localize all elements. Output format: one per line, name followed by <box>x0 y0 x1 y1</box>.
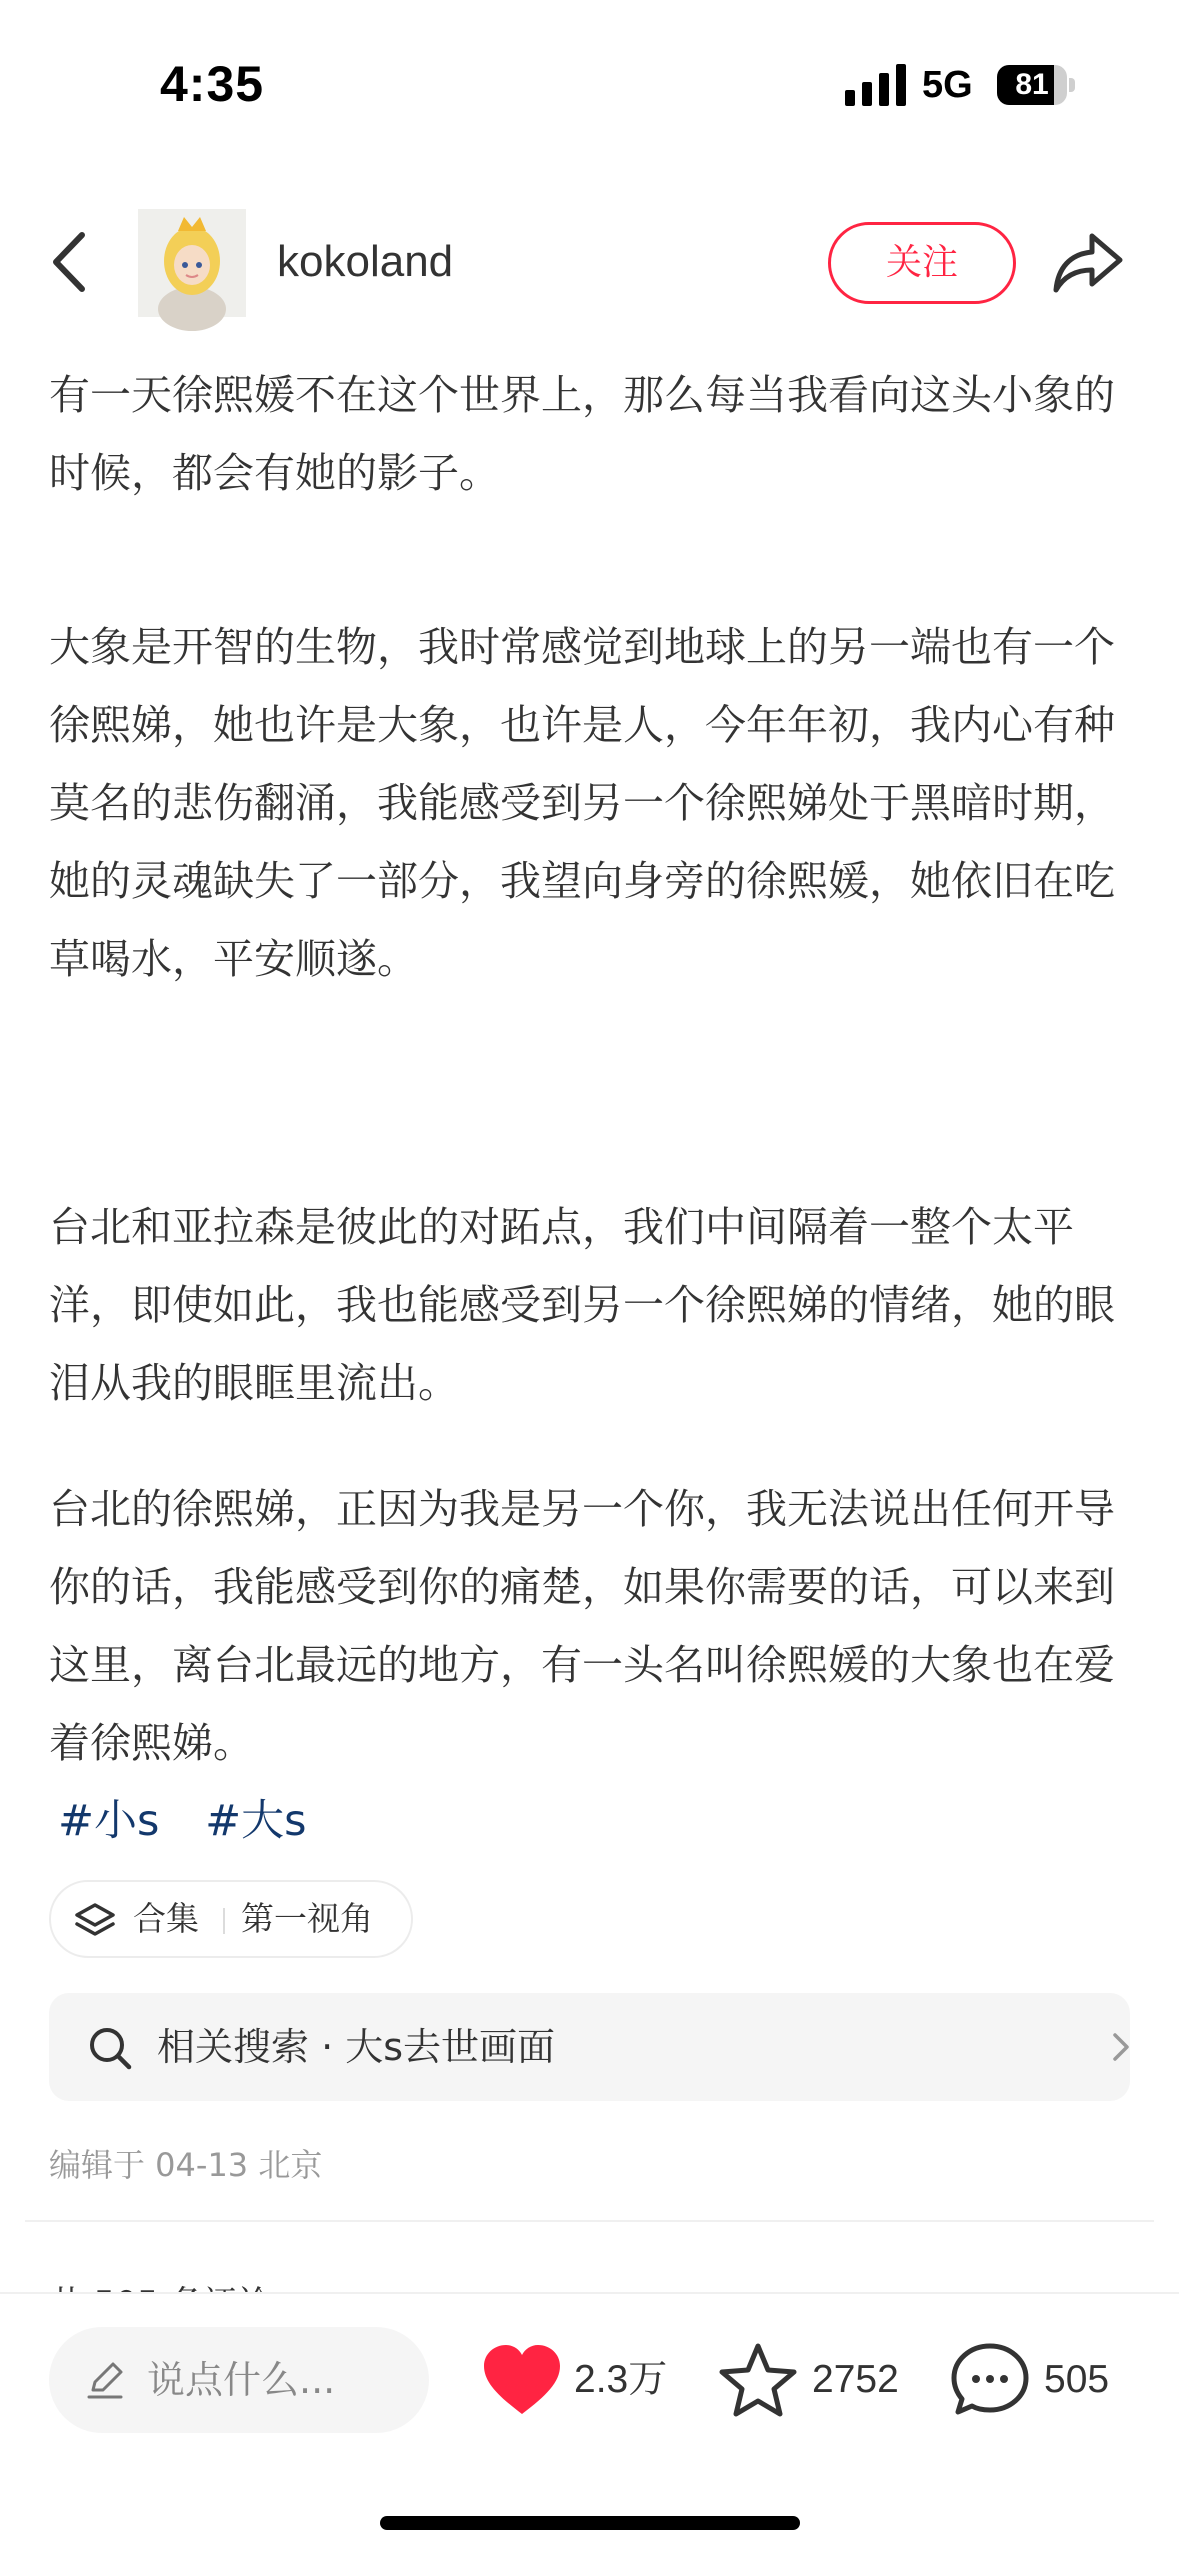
comment-input[interactable] <box>49 2327 429 2433</box>
collection-chip[interactable] <box>49 1880 413 1958</box>
like-count: 2.3万 <box>574 2358 668 2401</box>
post-paragraph: 台北的徐熙娣，正因为我是另一个你，我无法说出任何开导你的话，我能感受到你的痛楚，如果你需要的话，可以来到这里，离台北最远的地方，有一头名叫徐熙媛的大象也在爱着徐熙娣。 <box>49 1485 1115 1767</box>
pen-icon <box>85 2360 125 2400</box>
username[interactable]: kokoland <box>277 237 454 286</box>
battery-level: 81 <box>1015 68 1049 101</box>
related-search-bar[interactable] <box>49 1993 1130 2101</box>
comment-placeholder: 说点什么... <box>147 2358 336 2402</box>
heart-icon <box>480 2342 564 2418</box>
layers-icon <box>73 1899 117 1943</box>
battery-icon <box>997 65 1075 105</box>
divider <box>223 1908 225 1934</box>
status-time: 4:35 <box>160 56 265 112</box>
favorite-button[interactable] <box>718 2332 918 2428</box>
chevron-right-icon <box>1109 2029 1133 2065</box>
related-search-text: 相关搜索 · 大s去世画面 <box>157 2025 556 2069</box>
hashtags <box>58 1787 339 1848</box>
follow-button[interactable]: 关注 <box>828 222 1016 304</box>
divider <box>25 2220 1154 2222</box>
back-arrow-icon[interactable] <box>40 227 100 297</box>
hashtag-link[interactable]: #大s <box>205 1796 307 1846</box>
favorite-count: 2752 <box>812 2358 899 2401</box>
search-icon <box>87 2025 133 2071</box>
avatar[interactable] <box>138 209 246 317</box>
star-icon <box>718 2342 798 2418</box>
status-bar <box>0 0 1179 150</box>
comment-button[interactable] <box>950 2332 1150 2428</box>
signal-icon <box>845 64 907 106</box>
network-type: 5G <box>922 64 973 106</box>
share-icon[interactable] <box>1052 230 1124 296</box>
comment-count: 505 <box>1044 2358 1110 2401</box>
comment-bubble-icon <box>950 2342 1030 2418</box>
edit-info: 编辑于 04-13 北京 <box>49 2146 323 2184</box>
collection-name: 第一视角 <box>241 1899 373 1938</box>
home-indicator <box>380 2516 800 2530</box>
post-paragraph: 大象是开智的生物，我时常感觉到地球上的另一端也有一个徐熙娣，她也许是大象，也许是人，今年年初，我内心有种莫名的悲伤翻涌，我能感受到另一个徐熙娣处于黑暗时期，她的灵魂缺失了一部分，我望向身旁的徐熙媛，她依旧在吃草喝水，平安顺遂。 <box>49 623 1115 983</box>
post-paragraph: 台北和亚拉森是彼此的对跖点，我们中间隔着一整个太平洋，即使如此，我也能感受到另一个徐熙娣的情绪，她的眼泪从我的眼眶里流出。 <box>49 1203 1115 1407</box>
hashtag-link[interactable]: #小s <box>58 1796 160 1846</box>
collection-label: 合集 <box>133 1899 199 1938</box>
post-header <box>0 185 1179 335</box>
like-button[interactable] <box>480 2332 700 2428</box>
post-paragraph: 有一天徐熙媛不在这个世界上，那么每当我看向这头小象的时候，都会有她的影子。 <box>49 371 1115 497</box>
